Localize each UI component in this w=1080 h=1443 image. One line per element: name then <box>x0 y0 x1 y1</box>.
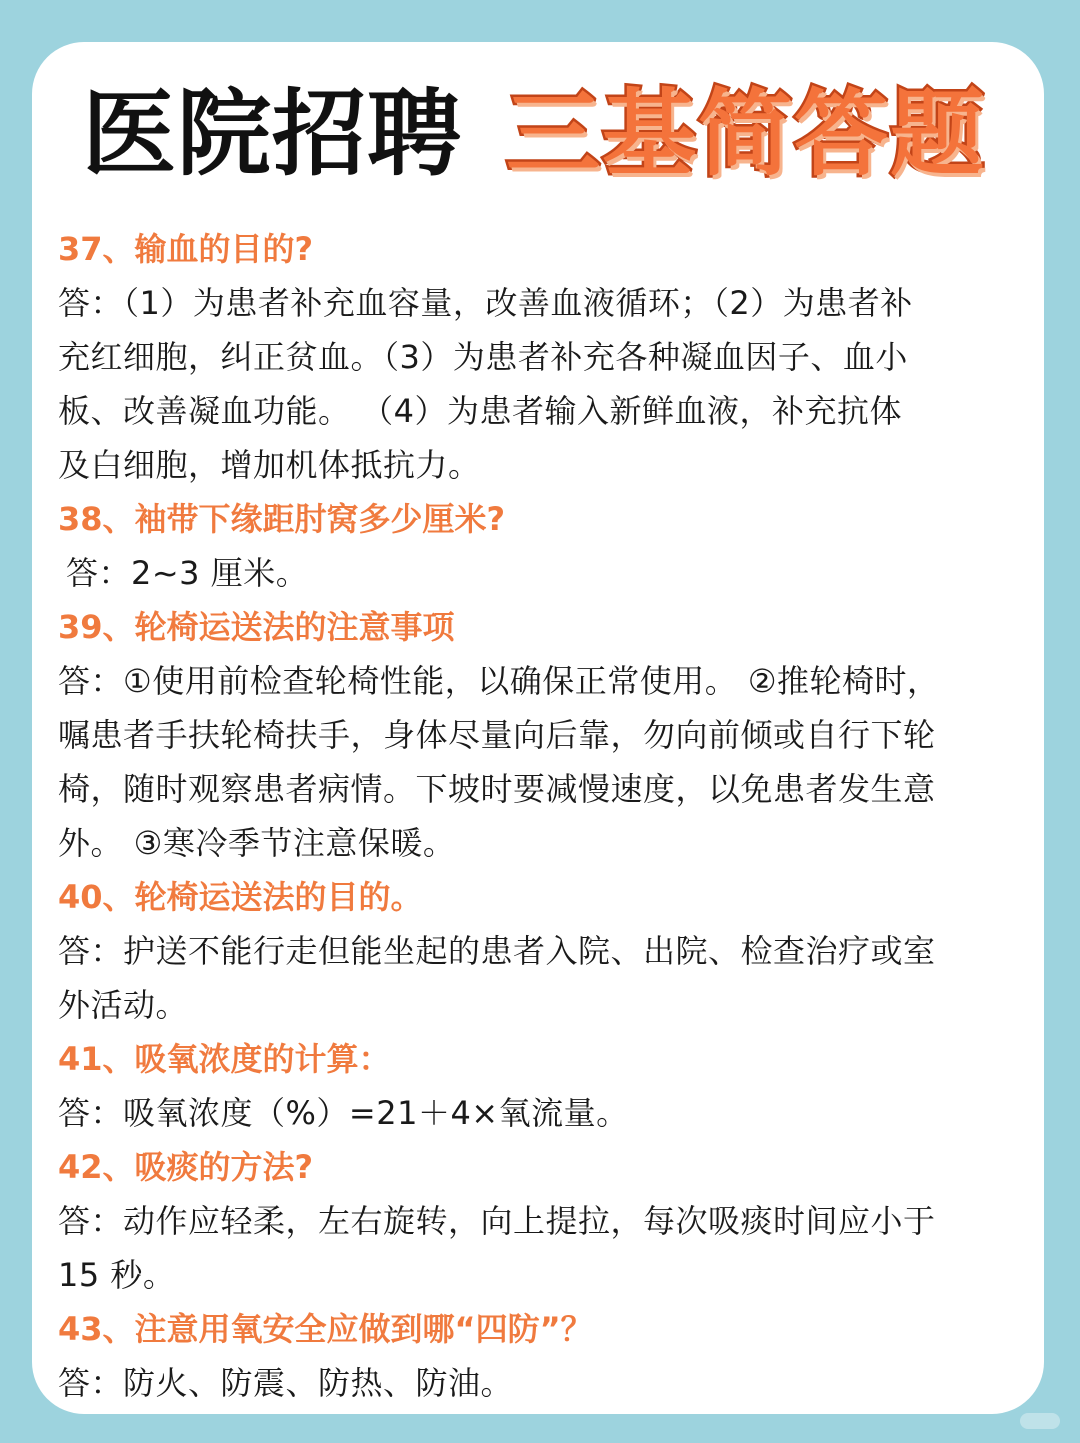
qa-item-41 <box>58 1032 1008 1140</box>
question-42: 42、吸痰的方法? <box>58 1148 314 1186</box>
answer-40 <box>58 924 1008 1032</box>
answer-43 <box>58 1356 1008 1410</box>
qa-item-38 <box>58 492 1008 600</box>
answer-line: 外。 ③寒冷季节注意保暖。 <box>58 824 456 862</box>
answer-line: 充红细胞，纠正贫血。（3）为患者补充各种凝血因子、血小 <box>58 338 908 376</box>
answer-line: 答：护送不能行走但能坐起的患者入院、出院、检查治疗或室 <box>58 932 936 970</box>
qa-item-42 <box>58 1140 1008 1302</box>
question-41: 41、吸氧浓度的计算： <box>58 1040 391 1078</box>
answer-line: 答：（1）为患者补充血容量，改善血液循环；（2）为患者补 <box>58 284 913 322</box>
answer-line: 答：动作应轻柔，左右旋转，向上提拉，每次吸痰时间应小于 <box>58 1202 936 1240</box>
answer-line: 及白细胞，增加机体抵抗力。 <box>58 446 481 484</box>
answer-line: 板、改善凝血功能。 （4）为患者输入新鲜血液，补充抗体 <box>58 392 903 430</box>
answer-line: 答：吸氧浓度（%）=21＋4×氧流量。 <box>58 1094 629 1132</box>
question-40: 40、轮椅运送法的目的。 <box>58 878 423 916</box>
qa-item-40 <box>58 870 1008 1032</box>
title-hospital-recruitment: 医院招聘 <box>82 80 463 189</box>
answer-41 <box>58 1086 1008 1140</box>
answer-line: 椅，随时观察患者病情。下坡时要减慢速度，以免患者发生意 <box>58 770 936 808</box>
title-three-basics-qa: 三基简答题 <box>506 80 987 189</box>
page-title <box>82 72 1022 202</box>
answer-line: 15 秒。 <box>58 1256 176 1294</box>
question-39: 39、轮椅运送法的注意事项 <box>58 608 455 646</box>
qa-item-39 <box>58 600 1008 870</box>
qa-list <box>58 222 1008 1410</box>
qa-item-37 <box>58 222 1008 492</box>
question-38: 38、袖带下缘距肘窝多少厘米? <box>58 500 506 538</box>
answer-39 <box>58 654 1008 870</box>
question-43: 43、注意用氧安全应做到哪“四防”？ <box>58 1310 593 1348</box>
answer-line: 答：①使用前检查轮椅性能，以确保正常使用。 ②推轮椅时， <box>58 662 940 700</box>
answer-line: 外活动。 <box>58 986 189 1024</box>
answer-38 <box>58 546 1008 600</box>
qa-item-43 <box>58 1302 1008 1410</box>
answer-42 <box>58 1194 1008 1302</box>
answer-line: 答：2~3 厘米。 <box>66 554 309 592</box>
answer-line: 嘱患者手扶轮椅扶手，身体尽量向后靠，勿向前倾或自行下轮 <box>58 716 936 754</box>
answer-line: 答：防火、防震、防热、防油。 <box>58 1364 514 1402</box>
watermark <box>1020 1413 1060 1429</box>
answer-37 <box>58 276 1008 492</box>
question-37: 37、输血的目的? <box>58 230 314 268</box>
